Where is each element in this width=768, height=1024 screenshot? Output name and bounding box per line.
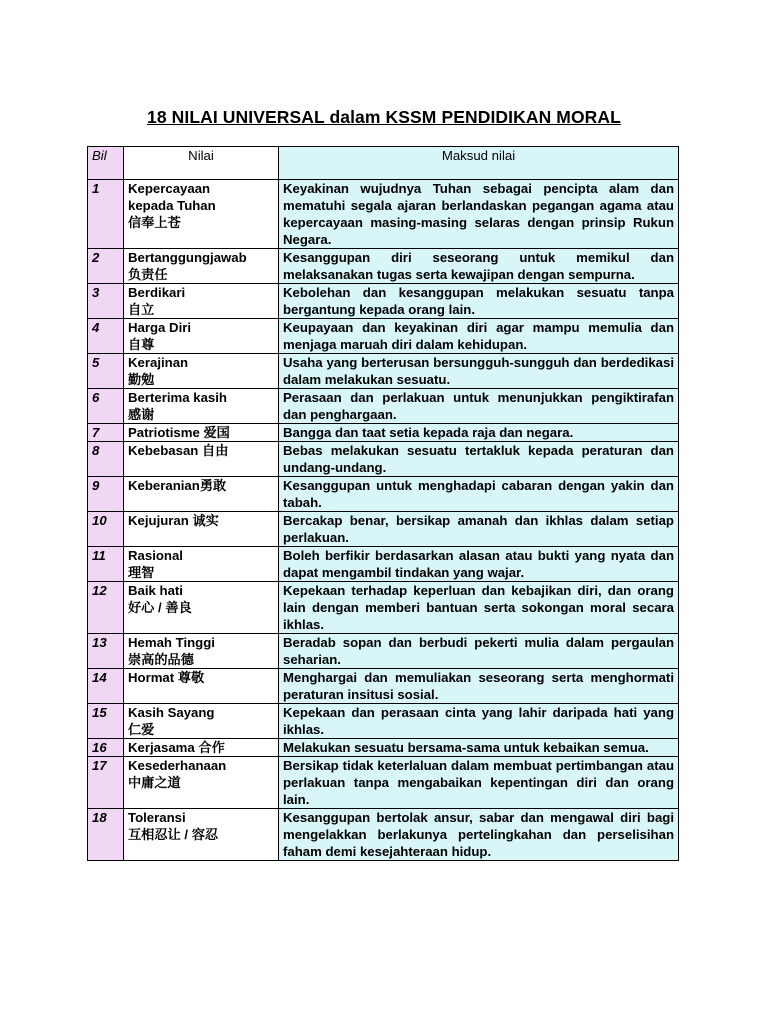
value-meaning: Kesanggupan untuk menghadapi cabaran dengan yakin dan tabah.	[279, 477, 679, 512]
table-row	[88, 284, 679, 319]
table-row	[88, 704, 679, 739]
value-name-line: Toleransi	[128, 810, 186, 825]
value-name-line: 仁爱	[128, 722, 155, 737]
row-number: 11	[88, 547, 124, 582]
value-name	[124, 249, 279, 284]
value-name-line: Kejujuran 诚实	[128, 513, 219, 528]
value-name	[124, 477, 279, 512]
value-name-line: 自尊	[128, 337, 155, 352]
value-name-line: Kerajinan	[128, 355, 189, 370]
value-name-line: Kasih Sayang	[128, 705, 215, 720]
value-meaning: Menghargai dan memuliakan seseorang serta menghormati peraturan insitusi sosial.	[279, 669, 679, 704]
value-name	[124, 582, 279, 634]
value-name-line: 勤勉	[128, 372, 155, 387]
table-row	[88, 442, 679, 477]
header-nilai: Nilai	[124, 147, 279, 180]
table-row	[88, 669, 679, 704]
row-number: 17	[88, 757, 124, 809]
value-name	[124, 547, 279, 582]
row-number: 9	[88, 477, 124, 512]
table-row	[88, 180, 679, 249]
value-meaning: Keyakinan wujudnya Tuhan sebagai pencipta alam dan mematuhi segala ajaran berlandaskan pegangan agama atau kepercayaan masing-masing selaras dengan prinsip Rukun Negara.	[279, 180, 679, 249]
table-row	[88, 389, 679, 424]
value-name-line: 负责任	[128, 267, 168, 282]
value-name-line: 理智	[128, 565, 155, 580]
value-name-line: Harga Diri	[128, 320, 192, 335]
header-row	[88, 147, 679, 180]
value-meaning: Melakukan sesuatu bersama-sama untuk kebaikan semua.	[279, 739, 679, 757]
value-meaning: Perasaan dan perlakuan untuk menunjukkan pengiktirafan dan penghargaan.	[279, 389, 679, 424]
value-name-line: Berdikari	[128, 285, 186, 300]
table-row	[88, 319, 679, 354]
value-name-line: Berterima kasih	[128, 390, 227, 405]
value-name-line: Keberanian勇敢	[128, 478, 227, 493]
value-name-line: 中庸之道	[128, 775, 181, 790]
table-row	[88, 547, 679, 582]
row-number: 2	[88, 249, 124, 284]
value-meaning: Kebolehan dan kesanggupan melakukan sesuatu tanpa bergantung kepada orang lain.	[279, 284, 679, 319]
value-meaning: Boleh berfikir berdasarkan alasan atau bukti yang nyata dan dapat mengambil tindakan yang wajar.	[279, 547, 679, 582]
value-name-line: Baik hati	[128, 583, 183, 598]
row-number: 16	[88, 739, 124, 757]
value-name-line: Patriotisme 爱国	[128, 425, 230, 440]
header-maksud: Maksud nilai	[279, 147, 679, 180]
row-number: 10	[88, 512, 124, 547]
page-title: 18 NILAI UNIVERSAL dalam KSSM PENDIDIKAN MORAL	[147, 107, 621, 127]
row-number: 8	[88, 442, 124, 477]
value-name	[124, 319, 279, 354]
value-name-line: Kerjasama 合作	[128, 740, 225, 755]
value-name	[124, 739, 279, 757]
row-number: 4	[88, 319, 124, 354]
table-row	[88, 424, 679, 442]
row-number: 14	[88, 669, 124, 704]
value-meaning: Kesanggupan diri seseorang untuk memikul dan melaksanakan tugas serta kewajipan dengan sempurna.	[279, 249, 679, 284]
header-bil: Bil	[88, 147, 124, 180]
table-row	[88, 739, 679, 757]
table-row	[88, 512, 679, 547]
value-name	[124, 757, 279, 809]
table-row	[88, 634, 679, 669]
value-name	[124, 180, 279, 249]
value-name	[124, 634, 279, 669]
value-name-line: 好心 / 善良	[128, 600, 192, 615]
row-number: 6	[88, 389, 124, 424]
value-name-line: 感谢	[128, 407, 155, 422]
value-name-line: kepada Tuhan	[128, 198, 216, 213]
value-name-line: Kesederhanaan	[128, 758, 227, 773]
value-name	[124, 389, 279, 424]
values-table	[87, 146, 679, 861]
value-meaning: Keupayaan dan keyakinan diri agar mampu memulia dan menjaga maruah diri dalam kehidupan.	[279, 319, 679, 354]
value-name-line: Hormat 尊敬	[128, 670, 205, 685]
row-number: 1	[88, 180, 124, 249]
value-name-line: Bertanggungjawab	[128, 250, 247, 265]
row-number: 12	[88, 582, 124, 634]
value-meaning: Kepekaan dan perasaan cinta yang lahir daripada hati yang ikhlas.	[279, 704, 679, 739]
value-name-line: Kebebasan 自由	[128, 443, 229, 458]
value-meaning: Bercakap benar, bersikap amanah dan ikhlas dalam setiap perlakuan.	[279, 512, 679, 547]
value-meaning: Bersikap tidak keterlaluan dalam membuat pertimbangan atau perlakuan tanpa mengabaikan kepentingan diri dan orang lain.	[279, 757, 679, 809]
row-number: 3	[88, 284, 124, 319]
value-meaning: Beradab sopan dan berbudi pekerti mulia dalam pergaulan seharian.	[279, 634, 679, 669]
value-meaning: Kepekaan terhadap keperluan dan kebajikan diri, dan orang lain dengan memberi bantuan serta sokongan moral secara ikhlas.	[279, 582, 679, 634]
table-row	[88, 354, 679, 389]
value-name-line: 互相忍让 / 容忍	[128, 827, 219, 842]
row-number: 5	[88, 354, 124, 389]
value-name	[124, 512, 279, 547]
table-row	[88, 809, 679, 861]
table-row	[88, 477, 679, 512]
table-row	[88, 249, 679, 284]
row-number: 18	[88, 809, 124, 861]
value-name	[124, 704, 279, 739]
value-name	[124, 442, 279, 477]
value-name	[124, 284, 279, 319]
row-number: 15	[88, 704, 124, 739]
value-meaning: Kesanggupan bertolak ansur, sabar dan mengawal diri bagi mengelakkan berlakunya pertelingkahan dan perselisihan faham demi kesejahteraan hidup.	[279, 809, 679, 861]
value-name-line: Hemah Tinggi	[128, 635, 215, 650]
row-number: 13	[88, 634, 124, 669]
row-number: 7	[88, 424, 124, 442]
value-meaning: Bangga dan taat setia kepada raja dan negara.	[279, 424, 679, 442]
value-name	[124, 809, 279, 861]
value-name	[124, 669, 279, 704]
value-meaning: Usaha yang berterusan bersungguh-sungguh dan berdedikasi dalam melakukan sesuatu.	[279, 354, 679, 389]
value-meaning: Bebas melakukan sesuatu tertakluk kepada peraturan dan undang-undang.	[279, 442, 679, 477]
table-body	[88, 180, 679, 861]
table-row	[88, 757, 679, 809]
table-row	[88, 582, 679, 634]
value-name	[124, 354, 279, 389]
value-name-line: 信奉上苍	[128, 215, 181, 230]
value-name	[124, 424, 279, 442]
value-name-line: 崇高的品德	[128, 652, 194, 667]
value-name-line: Kepercayaan	[128, 181, 211, 196]
value-name-line: Rasional	[128, 548, 183, 563]
value-name-line: 自立	[128, 302, 155, 317]
